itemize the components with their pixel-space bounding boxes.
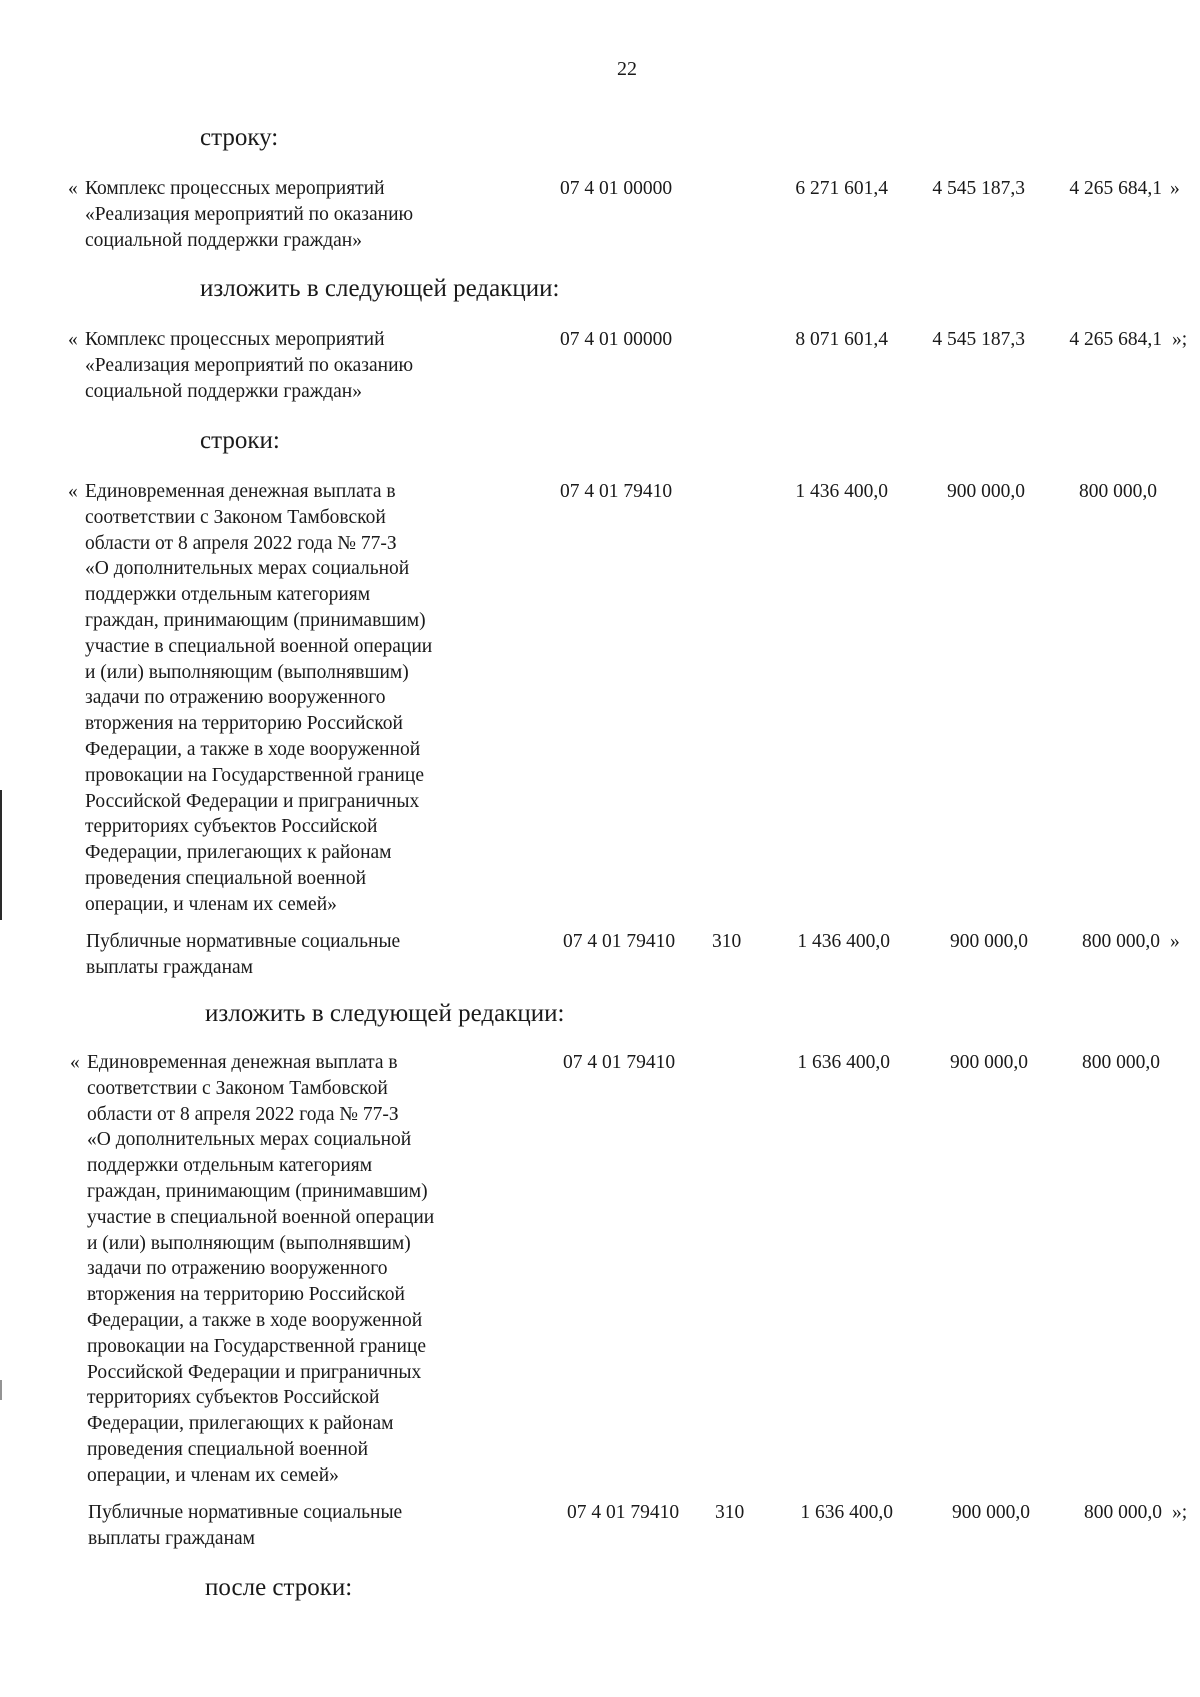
open-quote: «	[70, 1052, 80, 1073]
row-name-line: Федерации, прилегающих к районам	[87, 1413, 394, 1435]
page-number: 22	[617, 58, 637, 80]
amount-2025: 800 000,0	[1084, 1502, 1162, 1523]
row-name-line: и (или) выполняющим (выполнявшим)	[87, 1232, 411, 1254]
close-quote: »;	[1172, 329, 1188, 350]
row-name-line: Публичные нормативные социальные	[86, 931, 401, 952]
row-name-line: Российской Федерации и приграничных	[87, 1361, 422, 1383]
row-name-line: Федерации, прилегающих к районам	[85, 842, 392, 864]
open-quote: «	[68, 178, 78, 199]
section-heading: после строки:	[205, 1574, 353, 1601]
row-name-line: Комплекс процессных мероприятий	[85, 329, 385, 350]
row-name	[88, 1500, 402, 1552]
amount-2024: 4 545 187,3	[932, 178, 1025, 199]
amount-2024: 900 000,0	[950, 931, 1028, 952]
row-name-line: «О дополнительных мерах социальной	[87, 1129, 412, 1151]
row-name-line: «Реализация мероприятий по оказанию	[85, 354, 414, 376]
target-code: 07 4 01 79410	[563, 1052, 676, 1073]
row-name-line: участие в специальной военной операции	[85, 635, 433, 657]
row-name-line: Российской Федерации и приграничных	[85, 790, 420, 812]
open-quote: «	[68, 329, 78, 350]
row-name-line: и (или) выполняющим (выполнявшим)	[85, 661, 409, 683]
row-name-line: участие в специальной военной операции	[87, 1206, 435, 1228]
row-name-line: территориях субъектов Российской	[87, 1387, 380, 1409]
section-heading: изложить в следующей редакции:	[205, 1000, 565, 1027]
row-name-line: Федерации, а также в ходе вооруженной	[87, 1309, 423, 1331]
row-name-line: проведения специальной военной	[85, 867, 367, 889]
row-name-line: граждан, принимающим (принимавшим)	[87, 1180, 428, 1202]
amount-2024: 900 000,0	[950, 1052, 1028, 1073]
row-name-line: вторжения на территорию Российской	[85, 713, 403, 735]
target-code: 07 4 01 79410	[560, 481, 673, 502]
row-name-line: операции, и членам их семей»	[85, 893, 337, 915]
row-name-line: вторжения на территорию Российской	[87, 1284, 405, 1306]
expense-type-code: 310	[715, 1502, 745, 1523]
scan-edge-mark	[0, 1380, 2, 1400]
row-name-line: «О дополнительных мерах социальной	[85, 558, 410, 580]
row-name	[68, 479, 433, 918]
row-name-line: выплаты гражданам	[88, 1527, 256, 1549]
target-code: 07 4 01 00000	[560, 329, 673, 350]
section-heading: строку:	[200, 124, 279, 151]
row-name-line: задачи по отражению вооруженного	[85, 687, 386, 709]
amount-2024: 900 000,0	[952, 1502, 1030, 1523]
amount-2025: 4 265 684,1	[1069, 178, 1162, 199]
amount-2023: 1 436 400,0	[795, 481, 888, 502]
close-quote: »	[1170, 931, 1180, 952]
row-name	[68, 176, 414, 253]
row-name-line: поддержки отдельным категориям	[87, 1155, 373, 1177]
row-name-line: провокации на Государственной границе	[85, 764, 425, 786]
target-code: 07 4 01 79410	[563, 931, 676, 952]
amount-2024: 900 000,0	[947, 481, 1025, 502]
row-name	[86, 929, 400, 981]
amount-2025: 800 000,0	[1079, 481, 1157, 502]
amount-2023: 1 636 400,0	[800, 1502, 893, 1523]
row-name	[70, 1050, 435, 1489]
section-heading: строки:	[200, 427, 280, 454]
amount-2025: 4 265 684,1	[1069, 329, 1162, 350]
row-name-line: соответствии с Законом Тамбовской	[85, 506, 386, 528]
row-name-line: Федерации, а также в ходе вооруженной	[85, 738, 421, 760]
row-name	[68, 327, 414, 404]
row-name-line: соответствии с Законом Тамбовской	[87, 1077, 388, 1099]
expense-type-code: 310	[712, 931, 742, 952]
row-name-line: провокации на Государственной границе	[87, 1335, 427, 1357]
row-name-line: области от 8 апреля 2022 года № 77-З	[85, 532, 397, 554]
row-name-line: области от 8 апреля 2022 года № 77-З	[87, 1103, 399, 1125]
row-name-line: «Реализация мероприятий по оказанию	[85, 203, 414, 225]
amount-2023: 1 436 400,0	[797, 931, 890, 952]
close-quote: »	[1170, 178, 1180, 199]
amount-2025: 800 000,0	[1082, 1052, 1160, 1073]
amount-2023: 8 071 601,4	[795, 329, 888, 350]
amount-2024: 4 545 187,3	[932, 329, 1025, 350]
row-name-line: социальной поддержки граждан»	[85, 229, 362, 251]
close-quote: »;	[1172, 1502, 1188, 1523]
amount-2025: 800 000,0	[1082, 931, 1160, 952]
amount-2023: 1 636 400,0	[797, 1052, 890, 1073]
row-name-line: граждан, принимающим (принимавшим)	[85, 609, 426, 631]
row-name-line: Единовременная денежная выплата в	[87, 1052, 398, 1073]
scan-edge-mark	[0, 790, 2, 920]
row-name-line: проведения специальной военной	[87, 1438, 369, 1460]
row-name-line: Комплекс процессных мероприятий	[85, 178, 385, 199]
row-name-line: поддержки отдельным категориям	[85, 584, 371, 606]
row-name-line: операции, и членам их семей»	[87, 1464, 339, 1486]
target-code: 07 4 01 79410	[567, 1502, 680, 1523]
row-name-line: социальной поддержки граждан»	[85, 380, 362, 402]
row-name-line: территориях субъектов Российской	[85, 816, 378, 838]
amount-2023: 6 271 601,4	[795, 178, 888, 199]
target-code: 07 4 01 00000	[560, 178, 673, 199]
open-quote: «	[68, 481, 78, 502]
row-name-line: Публичные нормативные социальные	[88, 1502, 403, 1523]
section-heading: изложить в следующей редакции:	[200, 275, 560, 302]
row-name-line: Единовременная денежная выплата в	[85, 481, 396, 502]
row-name-line: задачи по отражению вооруженного	[87, 1258, 388, 1280]
row-name-line: выплаты гражданам	[86, 956, 254, 978]
